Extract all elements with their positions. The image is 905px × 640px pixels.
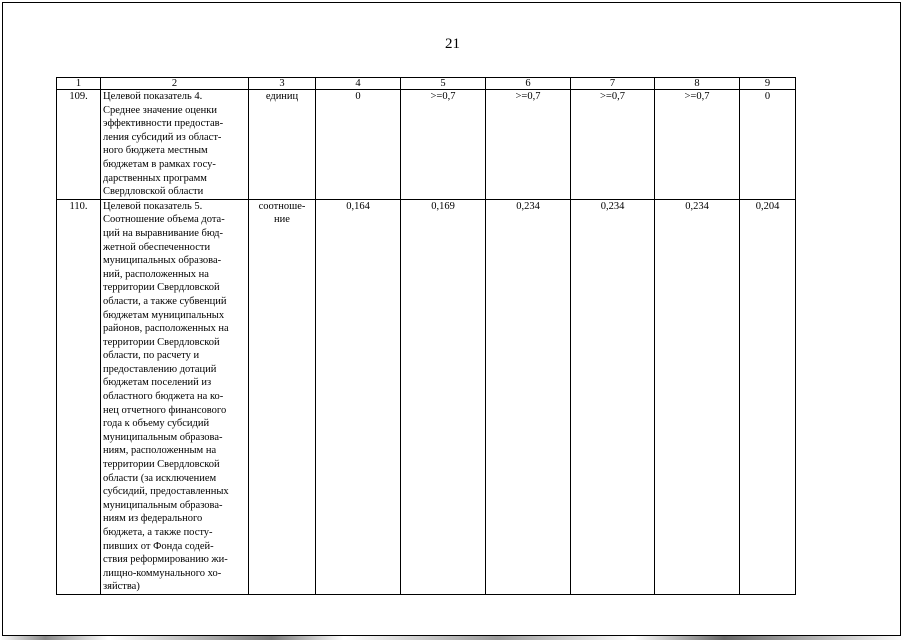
column-header: 7 [571, 78, 655, 90]
indicator-description: Целевой показатель 4. Среднее значение оценки эффективности предостав- ления субсидий из област- ного бюджета местным бюджетам в рамках госу- дарственных программ Свердловской области [101, 90, 249, 200]
column-header: 1 [57, 78, 101, 90]
table-row [57, 199, 796, 594]
value-cell: 0,234 [655, 199, 740, 594]
value-cell: >=0,7 [571, 90, 655, 200]
column-header: 3 [249, 78, 316, 90]
indicator-table [56, 77, 796, 595]
column-header: 9 [740, 78, 796, 90]
value-cell: >=0,7 [486, 90, 571, 200]
page-number: 21 [445, 36, 460, 52]
value-cell: 0 [740, 90, 796, 200]
value-cell: 0,164 [316, 199, 401, 594]
value-cell: >=0,7 [401, 90, 486, 200]
column-header: 2 [101, 78, 249, 90]
column-header: 8 [655, 78, 740, 90]
column-header: 6 [486, 78, 571, 90]
value-cell: 0,204 [740, 199, 796, 594]
column-header: 5 [401, 78, 486, 90]
value-cell: >=0,7 [655, 90, 740, 200]
unit-cell: единиц [249, 90, 316, 200]
row-number: 110. [57, 199, 101, 594]
header-row [57, 78, 796, 90]
indicator-description: Целевой показатель 5. Соотношение объема дота- ций на выравнивание бюд- жетной обеспеченности муниципальных образова- ний, расположенных на территории Свердловской области, а также субвенций бюджетам муниципальных районов, расположенных на территории Свердловской области, по расчету и предоставлению дотаций бюджетам поселений из областного бюджета на ко- нец отчетного финансового года к объему субсидий муниципальным образова- ниям, расположенным на территории Свердловской области (за исключением субсидий, предоставленных муниципальным образова- ниям из федерального бюджета, а также посту- пивших от Фонда содей- ствия реформированию жи- лищно-коммунального хо- зяйства) [101, 199, 249, 594]
table-row [57, 90, 796, 200]
unit-cell: соотноше- ние [249, 199, 316, 594]
value-cell: 0,169 [401, 199, 486, 594]
value-cell: 0 [316, 90, 401, 200]
value-cell: 0,234 [486, 199, 571, 594]
column-header: 4 [316, 78, 401, 90]
row-number: 109. [57, 90, 101, 200]
value-cell: 0,234 [571, 199, 655, 594]
scan-edge-artifact [0, 636, 905, 640]
